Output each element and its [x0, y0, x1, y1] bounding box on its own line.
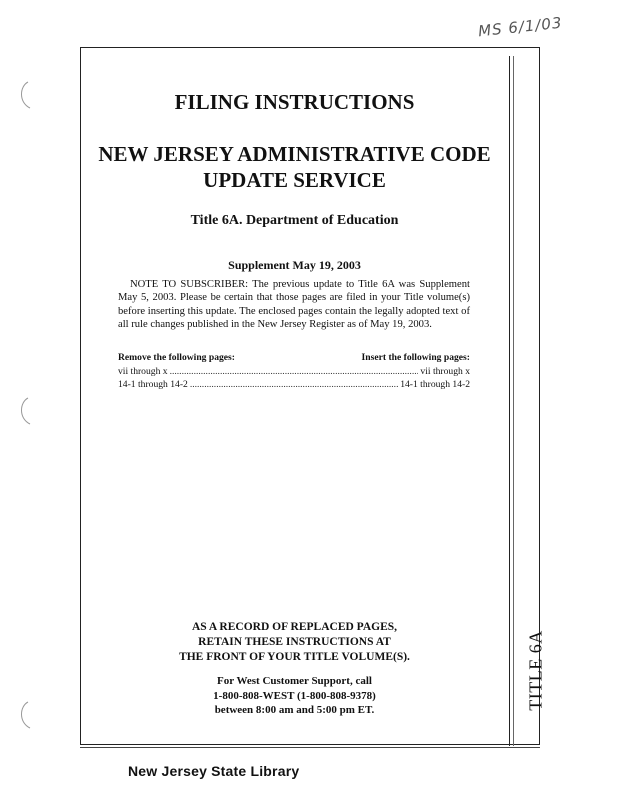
- punch-hole-mark: [14, 700, 34, 730]
- leader-dots: [170, 365, 419, 378]
- remove-pages: vii through x: [118, 366, 168, 377]
- tab-divider-inner: [513, 56, 514, 746]
- document-title: FILING INSTRUCTIONS: [174, 90, 415, 114]
- record-line: RETAIN THESE INSTRUCTIONS AT: [198, 636, 391, 648]
- record-line: AS A RECORD OF REPLACED PAGES,: [191, 621, 398, 633]
- insert-header: Insert the following pages:: [361, 352, 470, 363]
- title-tab: [523, 629, 549, 711]
- record-line: THE FRONT OF YOUR TITLE VOLUME(S).: [179, 651, 410, 663]
- insert-pages: 14-1 through 14-2: [400, 379, 470, 390]
- support-line: 1-800-808-WEST (1-800-808-9378): [213, 689, 376, 702]
- list-item: [118, 365, 470, 378]
- code-title: [82, 141, 507, 193]
- remove-pages: 14-1 through 14-2: [118, 379, 188, 390]
- subscriber-note: NOTE TO SUBSCRIBER: The previous update to Title 6A was Supplement May 5, 2003. Please be certain that those pages are filed in your Title volume(s) before inserting this update. The enclosed pages contain the legally adopted text of all rule changes published in the New Jersey Register as of May 19, 2003.: [118, 279, 470, 331]
- frame-double-rule: [80, 747, 540, 748]
- record-notice: [82, 620, 507, 665]
- page-replacement-list: [118, 352, 470, 391]
- list-item: [118, 378, 470, 391]
- leader-dots: [190, 378, 398, 391]
- handwritten-note: MS 6/1/03: [477, 13, 564, 41]
- library-stamp: New Jersey State Library: [128, 763, 300, 779]
- punch-hole-mark: [14, 80, 34, 110]
- supplement-heading: Supplement May 19, 2003: [228, 258, 361, 272]
- list-header: [118, 352, 470, 363]
- remove-header: Remove the following pages:: [118, 352, 235, 363]
- customer-support: [82, 674, 507, 718]
- support-line: For West Customer Support, call: [217, 675, 372, 687]
- tab-label: TITLE 6A: [525, 629, 546, 711]
- tab-divider: [509, 56, 510, 746]
- punch-hole-mark: [14, 396, 34, 426]
- support-line: between 8:00 am and 5:00 pm ET.: [214, 704, 375, 716]
- insert-pages: vii through x: [420, 366, 470, 377]
- code-title-line: UPDATE SERVICE: [203, 168, 386, 192]
- code-title-line: NEW JERSEY ADMINISTRATIVE CODE: [98, 142, 491, 166]
- subject-heading: Title 6A. Department of Education: [190, 213, 399, 228]
